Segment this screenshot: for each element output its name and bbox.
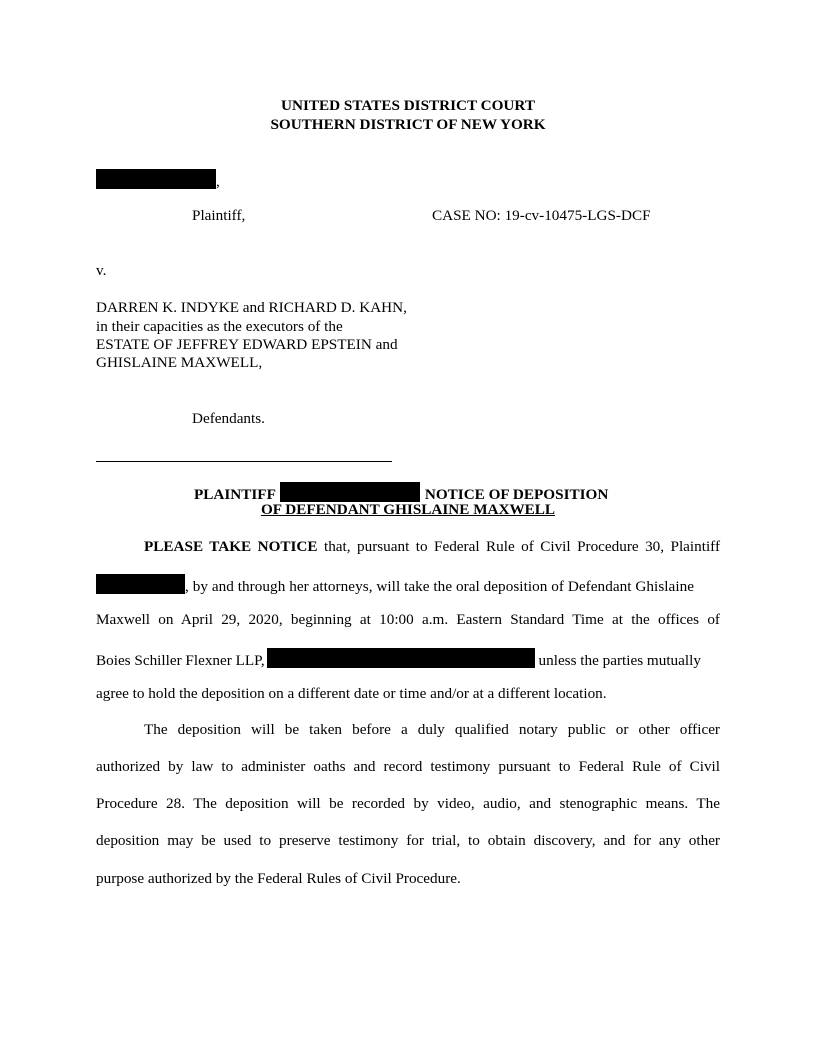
court-name-line2: SOUTHERN DISTRICT OF NEW YORK: [270, 116, 546, 133]
redaction-block: [267, 648, 535, 668]
redaction-block: [96, 169, 216, 189]
title-line2-text: OF DEFENDANT GHISLAINE MAXWELL: [260, 501, 556, 518]
paragraph-1-line-3: Maxwell on April 29, 2020, beginning at 10:00 a.m. Eastern Standard Time at the offices of: [96, 611, 720, 628]
plaintiff-label: Plaintiff,: [192, 207, 246, 224]
caption-rule: [96, 461, 392, 462]
notice-title-line2: [0, 501, 816, 519]
case-number: CASE NO: 19-cv-10475-LGS-DCF: [432, 207, 651, 224]
paragraph-2-line-2: authorized by law to administer oaths and record testimony pursuant to Federal Rule of Civil: [96, 758, 720, 775]
paragraph-1-line-4: [96, 648, 720, 670]
p1-line4-text-a: Boies Schiller Flexner LLP,: [96, 652, 265, 669]
please-take-notice: PLEASE TAKE NOTICE: [144, 538, 318, 555]
paragraph-1-line-5: agree to hold the deposition on a different date or time and/or at a different location.: [96, 685, 607, 702]
plaintiff-comma: ,: [216, 173, 220, 190]
p1-line2-text: , by and through her attorneys, will take the oral deposition of Defendant Ghislaine: [185, 578, 695, 595]
court-name-line1: UNITED STATES DISTRICT COURT: [281, 97, 535, 114]
title-suffix: NOTICE OF DEPOSITION: [424, 486, 609, 503]
paragraph-2-line-4: deposition may be used to preserve testimony for trial, to obtain discovery, and for any other: [96, 832, 720, 849]
p1-line4-text-b: unless the parties mutually: [534, 652, 701, 669]
redaction-block: [280, 482, 420, 502]
paragraph-2-line-3: Procedure 28. The deposition will be recorded by video, audio, and stenographic means. The: [96, 795, 720, 812]
title-prefix: PLAINTIFF: [194, 486, 276, 503]
paragraph-1-line-2: [96, 574, 720, 596]
redaction-block: [96, 574, 185, 594]
p1-line1-text: that, pursuant to Federal Rule of Civil Procedure 30, Plaintiff: [317, 538, 721, 555]
defendants-line-2: in their capacities as the executors of the: [96, 318, 343, 335]
defendants-label: Defendants.: [192, 410, 265, 427]
paragraph-2-line-5: purpose authorized by the Federal Rules of Civil Procedure.: [96, 870, 461, 887]
paragraph-1-line-1: [96, 538, 720, 556]
defendants-line-1: DARREN K. INDYKE and RICHARD D. KAHN,: [96, 299, 407, 316]
defendants-line-3: ESTATE OF JEFFREY EDWARD EPSTEIN and: [96, 336, 398, 353]
paragraph-2-line-1: The deposition will be taken before a duly qualified notary public or other officer: [144, 721, 720, 738]
defendants-line-4: GHISLAINE MAXWELL,: [96, 354, 263, 371]
plaintiff-name-line: [96, 169, 220, 191]
versus: v.: [96, 262, 107, 279]
